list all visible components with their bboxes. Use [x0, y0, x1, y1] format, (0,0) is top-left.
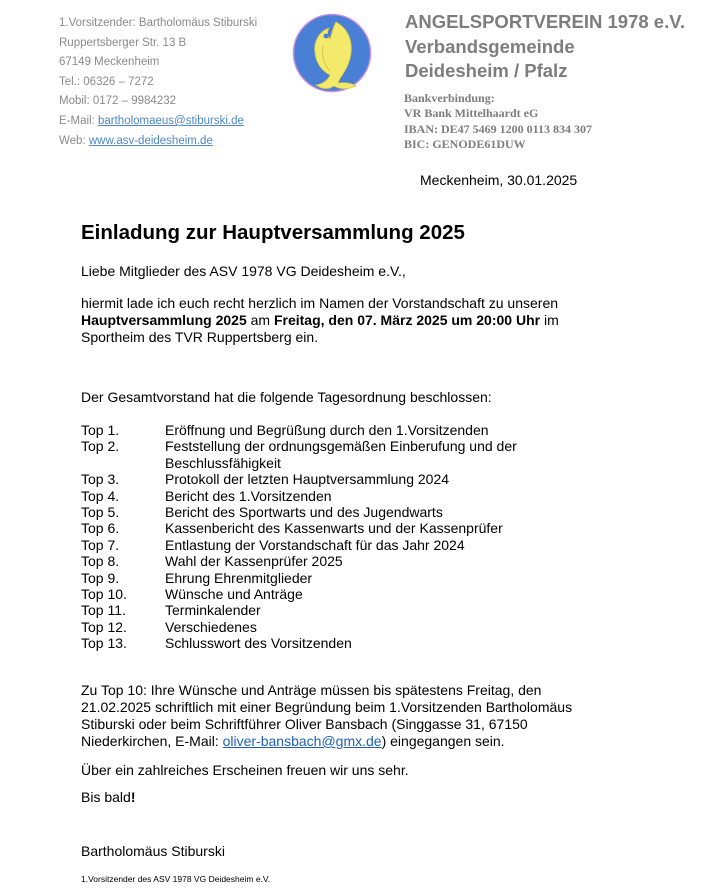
bank-details [404, 91, 592, 152]
note-paragraph [81, 682, 572, 750]
club-name-block [405, 10, 685, 84]
note-email-link[interactable]: oliver-bansbach@gmx.de [222, 733, 382, 749]
club-name-line1: ANGELSPORTVEREIN 1978 e.V. [405, 11, 686, 32]
closing-2-mark: ! [130, 789, 136, 805]
mobile-line: Mobil: 0172 – 9984232 [59, 95, 177, 108]
agenda-item-text: Feststellung der ordnungsgemäßen Einberufung und der Beschlussfähigkeit [165, 438, 517, 471]
agenda-item-number: Top 13. [81, 635, 127, 652]
bank-name: VR Bank Mittelhaardt eG [404, 106, 539, 121]
agenda-item [81, 488, 517, 504]
note-line-1: Zu Top 10: Ihre Wünsche und Anträge müssen bis spätestens Freitag, den [81, 682, 542, 698]
web-line [59, 132, 257, 152]
intro-line-2 [81, 312, 559, 329]
city-line: 67149 Meckenheim [59, 56, 160, 69]
closing-1: Über ein zahlreiches Erscheinen freuen wir uns sehr. [81, 762, 409, 778]
agenda-item [81, 422, 517, 438]
note-line-4 [81, 733, 572, 750]
chair-line: 1.Vorsitzender: Bartholomäus Stiburski [59, 17, 258, 29]
closing-2-text: Bis bald [81, 789, 131, 805]
agenda-item [81, 586, 517, 602]
agenda-item-text: Terminkalender [165, 602, 261, 619]
agenda-item [81, 619, 517, 635]
note-line-2: 21.02.2025 schriftlich mit einer Begründung beim 1.Vorsitzenden Bartholomäus [81, 699, 573, 715]
agenda-item-number: Top 6. [81, 520, 120, 537]
agenda-item-text: Verschiedenes [165, 618, 257, 635]
agenda-item-text: Schlusswort des Vorsitzenden [165, 635, 352, 652]
agenda-item-text: Eröffnung und Begrüßung durch den 1.Vorsitzenden [165, 422, 489, 438]
closing-2 [81, 789, 135, 806]
email-label: E-Mail: [59, 114, 95, 127]
intro-line-1: hiermit lade ich euch recht herzlich im Namen der Vorstandschaft zu unseren [81, 295, 559, 311]
bank-heading: Bankverbindung: [404, 91, 495, 105]
salutation: Liebe Mitglieder des ASV 1978 VG Deidesheim e.V., [81, 263, 406, 279]
club-name-line2: Verbandsgemeinde [405, 35, 575, 57]
agenda-item-number: Top 9. [81, 569, 120, 586]
agenda-item-number: Top 11. [81, 602, 126, 619]
agenda-item-number: Top 2. [81, 438, 120, 455]
agenda-intro: Der Gesamtvorstand hat die folgende Tagesordnung beschlossen: [81, 389, 492, 405]
bank-iban: IBAN: DE47 5469 1200 0113 834 307 [404, 121, 593, 136]
agenda-item [81, 520, 517, 536]
phone-line: Tel.: 06326 – 7272 [59, 75, 154, 88]
intro-line-3: Sportheim des TVR Ruppertsberg ein. [81, 329, 319, 345]
footer-role: 1.Vorsitzender des ASV 1978 VG Deidesheim e.V. [81, 874, 271, 884]
agenda-item-number: Top 10. [81, 586, 127, 603]
email-link[interactable]: bartholomaeus@stiburski.de [97, 114, 244, 127]
agenda-item-text: Protokoll der letzten Hauptversammlung 2024 [165, 471, 450, 488]
street-line: Ruppertsberger Str. 13 B [59, 36, 187, 49]
signature-name: Bartholomäus Stiburski [81, 843, 225, 859]
agenda-item-number: Top 5. [81, 504, 120, 521]
agenda-item-text: Entlastung der Vorstandschaft für das Jahr 2024 [165, 536, 465, 553]
email-line [59, 112, 257, 132]
agenda-item-text: Wahl der Kassenprüfer 2025 [165, 553, 343, 570]
agenda-item-number: Top 12. [81, 618, 127, 635]
intro-end: im [540, 312, 559, 328]
agenda-item [81, 570, 517, 586]
date-line: Meckenheim, 30.01.2025 [420, 172, 578, 188]
note-line-4-pre: Niederkirchen, E-Mail: [81, 733, 223, 749]
agenda-item [81, 438, 517, 471]
letter-title: Einladung zur Hauptversammlung 2025 [81, 221, 465, 244]
agenda-item-number: Top 1. [81, 422, 120, 438]
web-link[interactable]: www.asv-deidesheim.de [88, 134, 213, 147]
agenda-item [81, 537, 517, 553]
club-name-line3: Deidesheim / Pfalz [405, 60, 568, 82]
agenda-item [81, 602, 517, 618]
contact-block [59, 14, 257, 151]
agenda-item-text: Wünsche und Anträge [165, 586, 303, 603]
agenda-item-text: Bericht des Sportwarts und des Jugendwarts [165, 504, 443, 521]
intro-paragraph [81, 295, 559, 346]
club-logo-fish-icon [292, 13, 372, 93]
bank-bic: BIC: GENODE61DUW [404, 136, 526, 151]
agenda-item [81, 553, 517, 569]
web-label: Web: [59, 134, 86, 147]
agenda-item-number: Top 8. [81, 553, 120, 570]
agenda-item-number: Top 7. [81, 536, 120, 553]
agenda-item-text: Ehrung Ehrenmitglieder [165, 569, 313, 586]
note-line-4-post: ) eingegangen sein. [381, 733, 505, 749]
note-line-3: Stiburski oder beim Schriftführer Oliver Bansbach (Singgasse 31, 67150 [81, 716, 528, 732]
agenda-list [81, 422, 517, 652]
agenda-item [81, 504, 517, 520]
intro-mid: am [246, 312, 274, 328]
intro-event-name: Hauptversammlung 2025 [81, 312, 247, 328]
agenda-item-text: Bericht des 1.Vorsitzenden [165, 487, 332, 504]
intro-event-date: Freitag, den 07. März 2025 um 20:00 Uhr [273, 312, 541, 328]
agenda-item-number: Top 4. [81, 487, 120, 504]
agenda-item-text: Kassenbericht des Kassenwarts und der Kassenprüfer [165, 520, 503, 537]
agenda-item [81, 471, 517, 487]
agenda-item [81, 635, 517, 651]
agenda-item-number: Top 3. [81, 471, 120, 488]
